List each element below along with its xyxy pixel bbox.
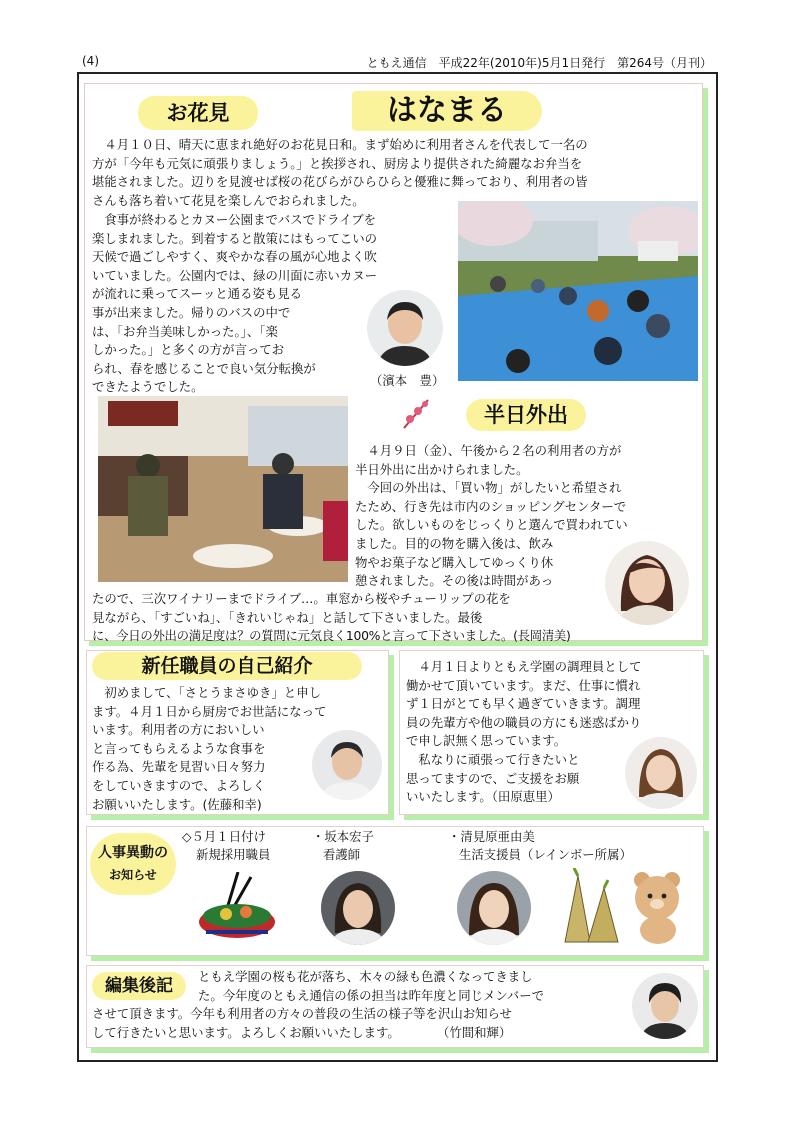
bear-illustration bbox=[624, 870, 692, 944]
staff-portrait bbox=[625, 737, 697, 809]
editor-text-top: ともえ学園の桜も花が落ち、木々の緑も色濃くなってきまし た。今年度のともえ通信の係の担当は昨年度と同じメンバーで bbox=[198, 969, 545, 1003]
portrait-icon bbox=[321, 871, 395, 945]
page-header bbox=[82, 54, 712, 72]
staff-portrait bbox=[367, 290, 443, 366]
person2-role: 生活支援員（レインボー所属） bbox=[459, 847, 632, 862]
outing-heading: 半日外出 bbox=[466, 399, 586, 431]
hanamaru-title: はなまる bbox=[352, 91, 542, 131]
person2-name: ・清見原亜由美 bbox=[448, 829, 535, 844]
editor-text-bottom: させて頂きます。今年も利用者の方々の普段の生活の様子等を沢山お知らせ して行きたいと思います。よろしくお願いいたします。 （竹間和輝） bbox=[92, 1006, 512, 1040]
personnel-date: ◇５月１日付け bbox=[182, 829, 266, 844]
plum-blossom-icon bbox=[398, 394, 436, 432]
hanami-author: （濱本 豊） bbox=[370, 373, 445, 388]
hanami-heading: お花見 bbox=[138, 96, 258, 130]
outing-paragraph: ４月９日（金）、午後から２名の利用者の方が 半日外出に出かけられました。 今回の外出は、「買い物」がしたいと希望され たため、行き先は市内のショッピングセンターで した。欲しいものをじっくりと選んで買われてい ました。目的の物を購入後は、飲み 物やお菓子など購入してゆっくり休 憩されました。その後は時間があっ bbox=[355, 443, 628, 589]
personnel-category: 新規採用職員 bbox=[196, 847, 271, 862]
staff-portrait bbox=[321, 871, 395, 945]
hanami-paragraph-1: ４月１０日、晴天に恵まれ絶好のお花見日和。まず始めに利用者さんを代表して一名の 方が「今年も元気に頑張りましょう。」と挨拶され、厨房より提供された綺麗なお弁当を 堪能されました。辺りを見渡せば桜の花びらがひらひらと優雅に舞っており、利用者の皆 さんも落ち着いて花見を楽しんでおられました。 bbox=[92, 137, 588, 208]
portrait-icon bbox=[312, 730, 382, 800]
picnic-photo-image bbox=[458, 201, 698, 381]
picnic-photo bbox=[458, 201, 698, 381]
person1-role: 看護師 bbox=[323, 847, 361, 862]
intro-heading: 新任職員の自己紹介 bbox=[92, 652, 362, 680]
personnel-heading: 人事異動の お知らせ bbox=[90, 833, 176, 895]
portrait-icon bbox=[457, 871, 531, 945]
outing-paragraph-end: たので、三次ワイナリーまでドライブ…。車窓から桜やチューリップの花を 見ながら、「すごいね」、「きれいじゃね」と話して下さいました。最後 に、今日の外出の満足度は？の質問に元気良く100%と言って下さいました。(長岡清美) bbox=[92, 591, 571, 644]
staff-portrait bbox=[457, 871, 531, 945]
portrait-icon bbox=[632, 973, 698, 1039]
intro-text-right: ４月１日よりともえ学園の調理員として 働かせて頂いています。まだ、仕事に慣れ ず１日がとても早く過ぎていきます。調理 員の先輩方や他の職員の方にも迷惑ばかり で申し訳無く思っています。 私なりに頑張って行きたいと 思ってますので、ご支援をお願 いいたします。（田原恵里） bbox=[406, 659, 642, 805]
editor-heading: 編集後記 bbox=[92, 972, 186, 1000]
staff-portrait bbox=[312, 730, 382, 800]
portrait-icon bbox=[625, 737, 697, 809]
intro-text-left: 初めまして、「さとうまさゆき」と申し ます。４月１日から厨房でお世話になって います。利用者の方においしい と言ってもらえるような食事を 作る為、先輩を見習い日々努力 をしていきますので、よろしく お願いいたします。(佐藤和幸) bbox=[92, 685, 327, 812]
staff-portrait bbox=[632, 973, 698, 1039]
bento-box-illustration bbox=[196, 872, 278, 942]
bamboo-shoot-illustration bbox=[560, 868, 622, 944]
shopping-photo bbox=[98, 396, 348, 582]
person1-name: ・坂本宏子 bbox=[312, 829, 374, 844]
shopping-photo-image bbox=[98, 396, 348, 582]
portrait-icon bbox=[367, 290, 443, 366]
hanami-paragraph-2: 食事が終わるとカヌー公園までバスでドライブを 楽しまれました。到着すると散策にはもってこいの 天候で過ごしやすく、爽やかな春の風が心地よく吹 いていました。公園内では、緑の川面に赤いカヌー が流れに乗ってスーッと通る姿も見る 事が出来ました。帰りのバスの中で は、「お弁当美味しかった。」、「楽 しかった。」と多くの方が言ってお られ、春を感じることで良い気分転換が できたようでした。 bbox=[92, 212, 377, 395]
newsletter-title: ともえ通信 平成22年(2010年)5月1日発行 第264号（月刊） bbox=[366, 56, 712, 70]
page-number: (4) bbox=[82, 54, 99, 68]
